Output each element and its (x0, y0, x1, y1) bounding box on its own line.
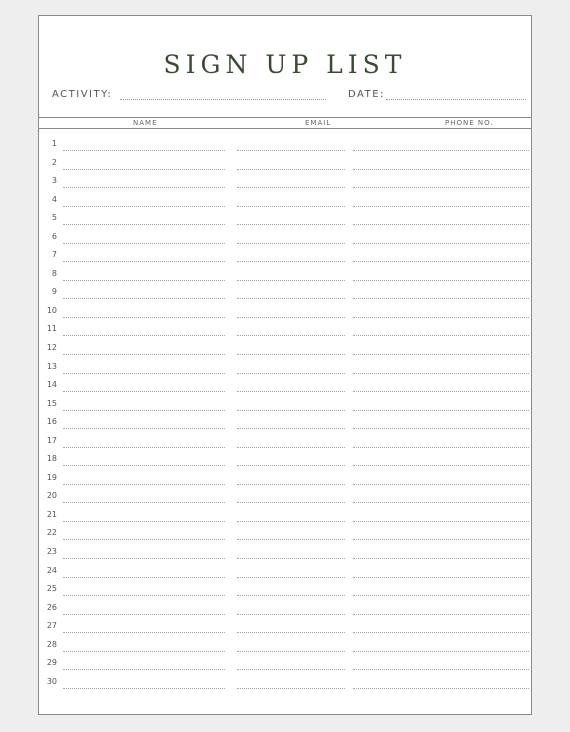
name-field[interactable] (63, 335, 225, 336)
name-field[interactable] (63, 187, 225, 188)
row-number: 8 (51, 268, 57, 278)
email-field[interactable] (237, 243, 345, 244)
row-number: 29 (46, 658, 57, 668)
table-row (39, 397, 531, 416)
row-number: 19 (46, 472, 57, 482)
row-number: 26 (46, 602, 57, 612)
page-title: SIGN UP LIST (163, 50, 407, 79)
name-field[interactable] (63, 428, 225, 429)
table-row (39, 489, 531, 508)
phone-field[interactable] (353, 150, 529, 151)
row-number: 21 (46, 509, 57, 519)
phone-field[interactable] (353, 391, 529, 392)
email-field[interactable] (237, 577, 345, 578)
name-field[interactable] (63, 502, 225, 503)
phone-field[interactable] (353, 465, 529, 466)
email-field[interactable] (237, 298, 345, 299)
table-row (39, 415, 531, 434)
email-field[interactable] (237, 169, 345, 170)
phone-field[interactable] (353, 298, 529, 299)
phone-field[interactable] (353, 577, 529, 578)
table-row (39, 452, 531, 471)
email-field[interactable] (237, 206, 345, 207)
phone-field[interactable] (353, 206, 529, 207)
column-header-email: EMAIL (305, 119, 332, 127)
row-number: 5 (51, 213, 57, 223)
table-row (39, 545, 531, 564)
row-number: 28 (46, 639, 57, 649)
phone-field[interactable] (353, 558, 529, 559)
name-field[interactable] (63, 577, 225, 578)
email-field[interactable] (237, 317, 345, 318)
email-field[interactable] (237, 688, 345, 689)
email-field[interactable] (237, 595, 345, 596)
name-field[interactable] (63, 558, 225, 559)
sign-up-sheet (38, 15, 532, 715)
row-number: 20 (46, 491, 57, 501)
table-row (39, 360, 531, 379)
phone-field[interactable] (353, 484, 529, 485)
row-number: 9 (51, 287, 57, 297)
name-field[interactable] (63, 614, 225, 615)
phone-field[interactable] (353, 354, 529, 355)
email-field[interactable] (237, 150, 345, 151)
table-row (39, 211, 531, 230)
email-field[interactable] (237, 632, 345, 633)
table-row (39, 193, 531, 212)
table-row (39, 230, 531, 249)
name-field[interactable] (63, 410, 225, 411)
email-field[interactable] (237, 447, 345, 448)
name-field[interactable] (63, 298, 225, 299)
row-number: 17 (46, 435, 57, 445)
activity-label: ACTIVITY: (52, 89, 113, 100)
row-number: 30 (46, 676, 57, 686)
email-field[interactable] (237, 354, 345, 355)
table-row (39, 174, 531, 193)
table-row (39, 471, 531, 490)
email-field[interactable] (237, 428, 345, 429)
table-row (39, 601, 531, 620)
row-number: 12 (46, 343, 57, 353)
row-number: 14 (46, 380, 57, 390)
name-field[interactable] (63, 373, 225, 374)
table-row (39, 564, 531, 583)
column-header-phone: PHONE NO. (445, 119, 494, 127)
table-row (39, 378, 531, 397)
name-field[interactable] (63, 539, 225, 540)
header-fields (52, 89, 525, 103)
email-field[interactable] (237, 224, 345, 225)
name-field[interactable] (63, 243, 225, 244)
phone-field[interactable] (353, 224, 529, 225)
email-field[interactable] (237, 373, 345, 374)
row-number: 10 (46, 305, 57, 315)
name-field[interactable] (63, 447, 225, 448)
table-row (39, 156, 531, 175)
name-field[interactable] (63, 521, 225, 522)
name-field[interactable] (63, 354, 225, 355)
name-field[interactable] (63, 150, 225, 151)
phone-field[interactable] (353, 317, 529, 318)
email-field[interactable] (237, 502, 345, 503)
row-number: 22 (46, 528, 57, 538)
name-field[interactable] (63, 280, 225, 281)
table-row (39, 675, 531, 694)
activity-field[interactable] (120, 99, 326, 100)
name-field[interactable] (63, 595, 225, 596)
name-field[interactable] (63, 224, 225, 225)
name-field[interactable] (63, 484, 225, 485)
row-number: 3 (51, 176, 57, 186)
table-row (39, 508, 531, 527)
date-field[interactable] (386, 99, 526, 100)
row-number: 18 (46, 454, 57, 464)
email-field[interactable] (237, 614, 345, 615)
row-number: 2 (51, 157, 57, 167)
name-field[interactable] (63, 317, 225, 318)
phone-field[interactable] (353, 373, 529, 374)
row-number: 16 (46, 417, 57, 427)
email-field[interactable] (237, 187, 345, 188)
phone-field[interactable] (353, 428, 529, 429)
phone-field[interactable] (353, 169, 529, 170)
name-field[interactable] (63, 261, 225, 262)
phone-field[interactable] (353, 243, 529, 244)
row-number: 23 (46, 547, 57, 557)
phone-field[interactable] (353, 335, 529, 336)
email-field[interactable] (237, 484, 345, 485)
row-number: 15 (46, 398, 57, 408)
email-field[interactable] (237, 391, 345, 392)
table-row (39, 248, 531, 267)
phone-field[interactable] (353, 651, 529, 652)
name-field[interactable] (63, 688, 225, 689)
row-number: 4 (51, 194, 57, 204)
row-number: 7 (51, 250, 57, 260)
email-field[interactable] (237, 558, 345, 559)
row-number: 1 (51, 139, 57, 148)
email-field[interactable] (237, 539, 345, 540)
phone-field[interactable] (353, 261, 529, 262)
phone-field[interactable] (353, 688, 529, 689)
email-field[interactable] (237, 465, 345, 466)
name-field[interactable] (63, 391, 225, 392)
email-field[interactable] (237, 669, 345, 670)
phone-field[interactable] (353, 632, 529, 633)
row-number: 13 (46, 361, 57, 371)
name-field[interactable] (63, 669, 225, 670)
phone-field[interactable] (353, 502, 529, 503)
phone-field[interactable] (353, 447, 529, 448)
table-row (39, 619, 531, 638)
name-field[interactable] (63, 651, 225, 652)
phone-field[interactable] (353, 539, 529, 540)
name-field[interactable] (63, 169, 225, 170)
email-field[interactable] (237, 410, 345, 411)
phone-field[interactable] (353, 595, 529, 596)
date-label: DATE: (348, 89, 385, 100)
table-row (39, 526, 531, 545)
email-field[interactable] (237, 651, 345, 652)
phone-field[interactable] (353, 521, 529, 522)
email-field[interactable] (237, 261, 345, 262)
row-number: 11 (46, 324, 57, 334)
row-number: 25 (46, 584, 57, 594)
name-field[interactable] (63, 465, 225, 466)
table-row (39, 638, 531, 657)
table-header-bottom-rule (39, 128, 531, 129)
phone-field[interactable] (353, 280, 529, 281)
name-field[interactable] (63, 632, 225, 633)
table-row (39, 656, 531, 675)
phone-field[interactable] (353, 187, 529, 188)
table-row (39, 582, 531, 601)
name-field[interactable] (63, 206, 225, 207)
table-row (39, 434, 531, 453)
phone-field[interactable] (353, 669, 529, 670)
table-row (39, 304, 531, 323)
sign-up-rows (39, 137, 531, 693)
email-field[interactable] (237, 335, 345, 336)
table-row (39, 285, 531, 304)
table-row (39, 322, 531, 341)
row-number: 6 (51, 231, 57, 241)
table-row (39, 137, 531, 156)
email-field[interactable] (237, 521, 345, 522)
row-number: 24 (46, 565, 57, 575)
phone-field[interactable] (353, 410, 529, 411)
phone-field[interactable] (353, 614, 529, 615)
table-row (39, 267, 531, 286)
row-number: 27 (46, 621, 57, 631)
table-row (39, 341, 531, 360)
email-field[interactable] (237, 280, 345, 281)
column-header-name: NAME (133, 119, 158, 127)
